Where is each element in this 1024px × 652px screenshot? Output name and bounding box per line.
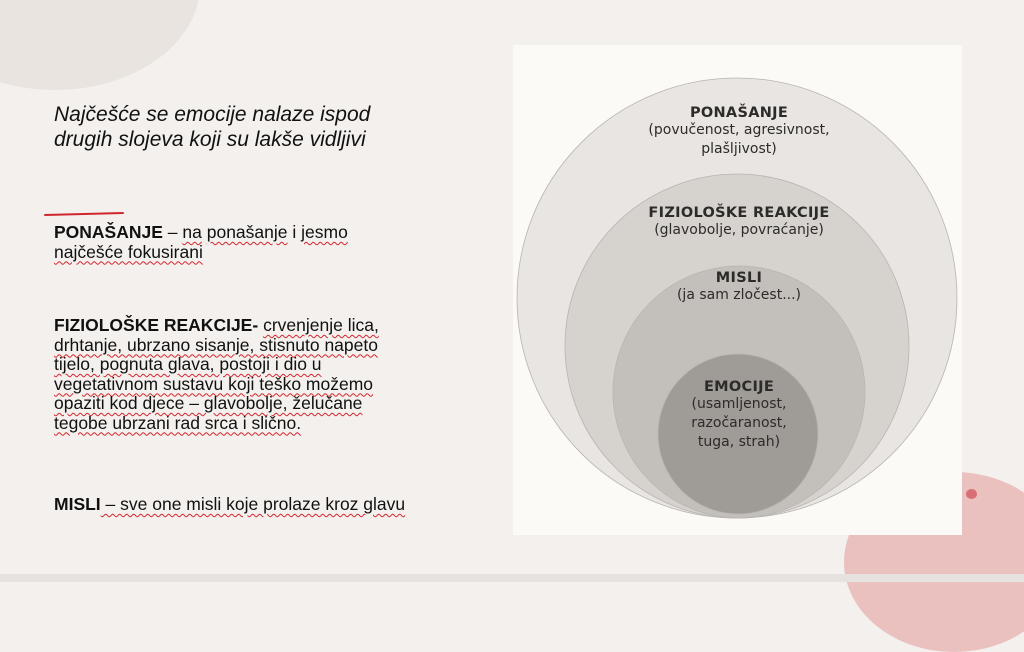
thoughts-text: – sve one misli koje prolaze kroz glavu [100,494,406,514]
layer-label-physiology [607,205,871,240]
layer-detail: (povučenost, agresivnost, [648,122,830,138]
behavior-text: najčešće fokusirani [54,241,203,262]
layer-detail: (ja sam zločest...) [676,287,802,303]
behavior-text: – [162,222,183,242]
behavior-text: jesmo [301,222,348,242]
heading-line-1: Najčešće se emocije nalaze ispod [54,103,371,126]
slide-heading [54,102,454,152]
layer-title: PONAŠANJE [689,105,789,121]
physiology-line: tijelo, pognuta glava, postoji i dio u [54,354,322,374]
layer-detail: (usamljenost, [691,396,787,412]
layer-title: MISLI [715,270,763,286]
bottom-edge [0,574,1024,582]
accent-underline [44,212,124,216]
behavior-term: PONAŠANJE [54,222,163,242]
layer-detail: razočaranost, [691,415,787,431]
physiology-line: drhtanje, ubrzano sisanje, stisnuto napeto [54,334,378,355]
behavior-text: i [287,222,302,242]
physiology-line: vegetativnom sustavu koji teško možemo [54,373,374,394]
physiology-term: FIZIOLOŠKE REAKCIJE- [54,315,259,335]
layer-detail: tuga, strah) [697,434,781,450]
behavior-text: na [182,222,202,242]
behavior-text: ponašanje [206,222,288,242]
layer-label-emotions [647,379,831,452]
layer-title: EMOCIJE [703,379,775,395]
decorative-dot [966,489,977,499]
thoughts-term: MISLI [54,494,101,514]
thoughts-paragraph [54,495,474,515]
physiology-line: crvenjenje lica, [263,315,379,335]
layer-label-behavior [607,105,871,159]
layer-detail: (glavobolje, povraćanje) [654,222,824,238]
physiology-line: tegobe ubrzani rad srca i slično. [54,412,302,433]
physiology-paragraph [54,316,474,433]
decorative-shape-top-left [0,0,200,90]
emotion-layers-diagram [513,45,962,535]
layer-title: FIZIOLOŠKE REAKCIJE [648,205,830,221]
behavior-paragraph [54,223,474,262]
layer-detail: plašljivost) [701,141,777,157]
physiology-line: opaziti kod djece – glavobolje, želučane [54,393,363,413]
heading-line-2: drugih slojeva koji su lakše vidljivi [54,128,366,151]
layer-label-thoughts [627,270,851,305]
